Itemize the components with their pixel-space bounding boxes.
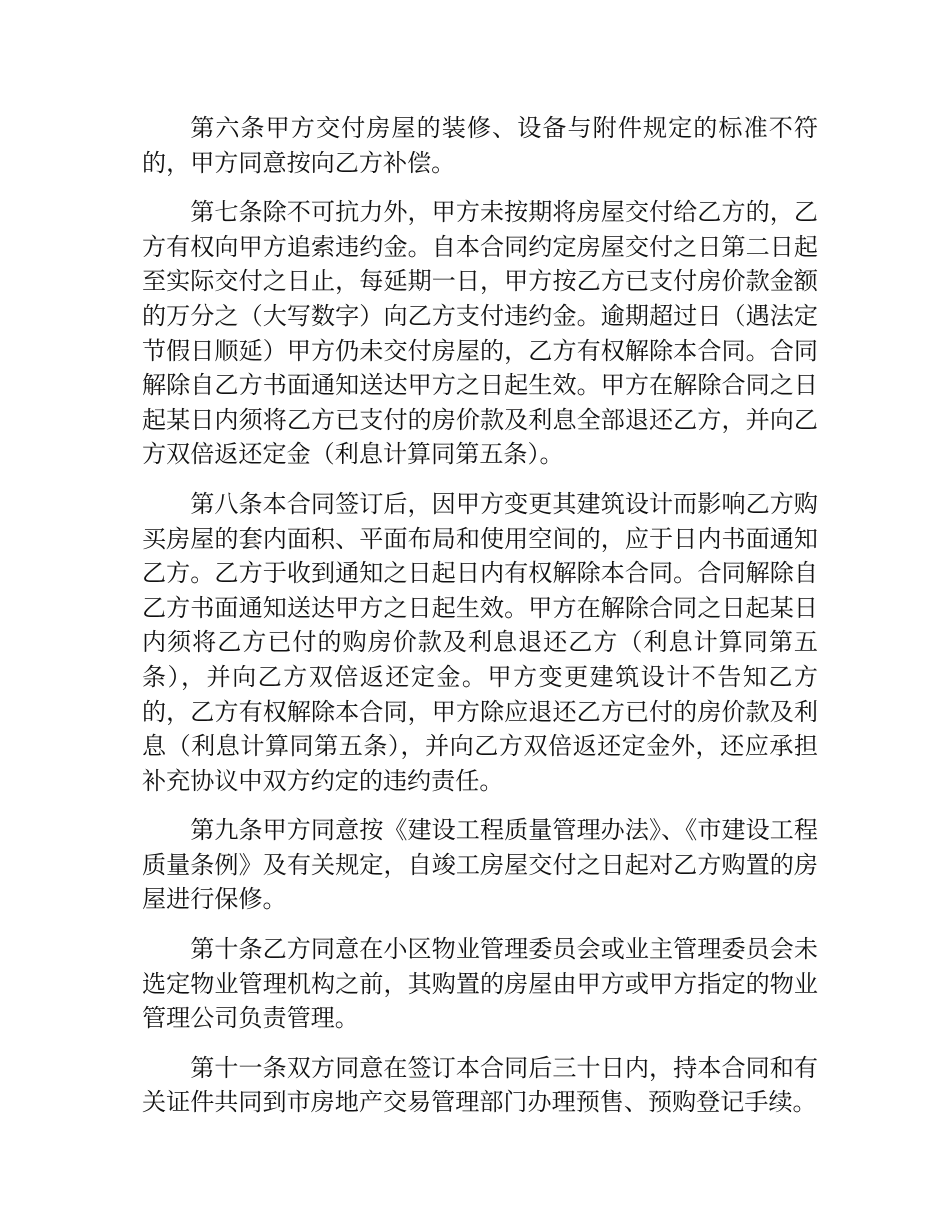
clause-7-paragraph: 第七条除不可抗力外，甲方未按期将房屋交付给乙方的，乙方有权向甲方追索违约金。自本合同约定房屋交付之日第二日起至实际交付之日止，每延期一日，甲方按乙方已支付房价款金额的万分之（大写数字）向乙方支付违约金。逾期超过日（遇法定节假日顺延）甲方仍未交付房屋的，乙方有权解除本合同。合同解除自乙方书面通知送达甲方之日起生效。甲方在解除合同之日起某日内须将乙方已支付的房价款及利息全部退还乙方，并向乙方双倍返还定金（利息计算同第五条）。 (142, 198, 818, 469)
clause-9-paragraph: 第九条甲方同意按《建设工程质量管理办法》、《市建设工程质量条例》及有关规定，自竣工房屋交付之日起对乙方购置的房屋进行保修。 (142, 816, 818, 914)
clause-6-paragraph: 第六条甲方交付房屋的装修、设备与附件规定的标准不符的，甲方同意按向乙方补偿。 (142, 114, 818, 177)
clause-11-paragraph: 第十一条双方同意在签订本合同后三十日内，持本合同和有关证件共同到市房地产交易管理部门办理预售、预购登记手续。 (142, 1053, 818, 1117)
clause-8-paragraph: 第八条本合同签订后，因甲方变更其建筑设计而影响乙方购买房屋的套内面积、平面布局和使用空间的，应于日内书面通知乙方。乙方于收到通知之日起日内有权解除本合同。合同解除自乙方书面通知送达甲方之日起生效。甲方在解除合同之日起某日内须将乙方已付的购房价款及利息退还乙方（利息计算同第五条），并向乙方双倍返还定金。甲方变更建筑设计不告知乙方的，乙方有权解除本合同，甲方除应退还乙方已付的房价款及利息（利息计算同第五条），并向乙方双倍返还定金外，还应承担补充协议中双方约定的违约责任。 (142, 489, 818, 795)
document-body (142, 111, 818, 1135)
clause-10-paragraph: 第十条乙方同意在小区物业管理委员会或业主管理委员会未选定物业管理机构之前，其购置的房屋由甲方或甲方指定的物业管理公司负责管理。 (142, 935, 818, 1033)
